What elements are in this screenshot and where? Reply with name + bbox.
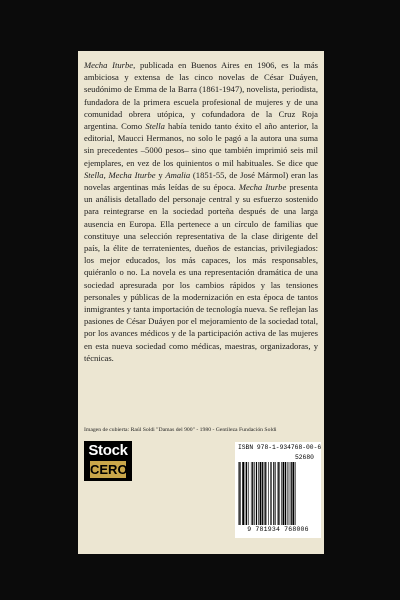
title-amalia: Amalia [165,169,191,180]
barcode-bars [238,462,318,525]
logo-word-stock: Stock [88,442,128,459]
isbn-label: ISBN 978-1-934768-00-6 [238,444,322,451]
text-panel [78,51,324,554]
cover-image-credit: Imagen de cubierta: Raúl Soldi "Damas del 900" - 1980 - Gentileza Fundación Soldi [84,427,277,433]
logo-word-cero: CERO [90,462,128,477]
title-mecha-iturbe: Mecha Iturbe [238,182,287,193]
isbn-barcode [235,442,321,538]
title-mecha-iturbe: Mecha Iturbe [108,169,156,180]
title-mecha-iturbe: Mecha Iturbe [84,60,134,70]
stockcero-logo [84,441,132,481]
title-stella: Stella [145,121,165,132]
title-stella: Stella [84,169,104,180]
synopsis-text: Mecha Iturbe, publicada en Buenos Aires en 1906, es la más ambiciosa y extensa de las cinco novelas de César Duáyen, seudónimo de Emma de la Barra (1861-1947), novelista, periodista, fundadora de la primera escuela profesional de mujeres y de una comunidad obrera utópica, y cofundadora de la Cruz Roja argentina. Como Stella había tenido tanto éxito el año anterior, la editorial, Maucci Hermanos, no solo le pagó a la autora una suma sin precedentes –5000 pesos– sino que también imprimió seis mil ejemplares, en vez de los quinientos o mil habituales. Se dice que Stella, Mecha Iturbe y Amalia (1851-55, de José Mármol) eran las novelas argentinas más leídas de su época. Mecha Iturbe presenta un análisis detallado del personaje central y su esfuerzo sostenido para reintegrarse en la sociedad porteña después de una larga ausencia en Europa. Ella pertenece a un círculo de familias que constituye una selección representativa de la clase dirigente del país, la élite de terratenientes, dueños de estancias, privilegiados: los mejor educados, los más capaces, los más responsables, quiéranlo o no. La novela es una representación dramática de una sociedad apresurada por los cambios rápidos y las tensiones personales y públicas de la modernización en esta época de tantos inmigrantes y tanta importación de tecnología nueva. Se reflejan las pasiones de César Duáyen por el mejoramiento de la sociedad total, por los avances médicos y de la participación activa de las mujeres en esta nueva sociedad como médicas, maestras, organizadoras, y técnicas. [84,60,319,363]
price-code: 52680 [295,454,314,461]
ean-digits: 9 781934 768006 [247,526,309,533]
